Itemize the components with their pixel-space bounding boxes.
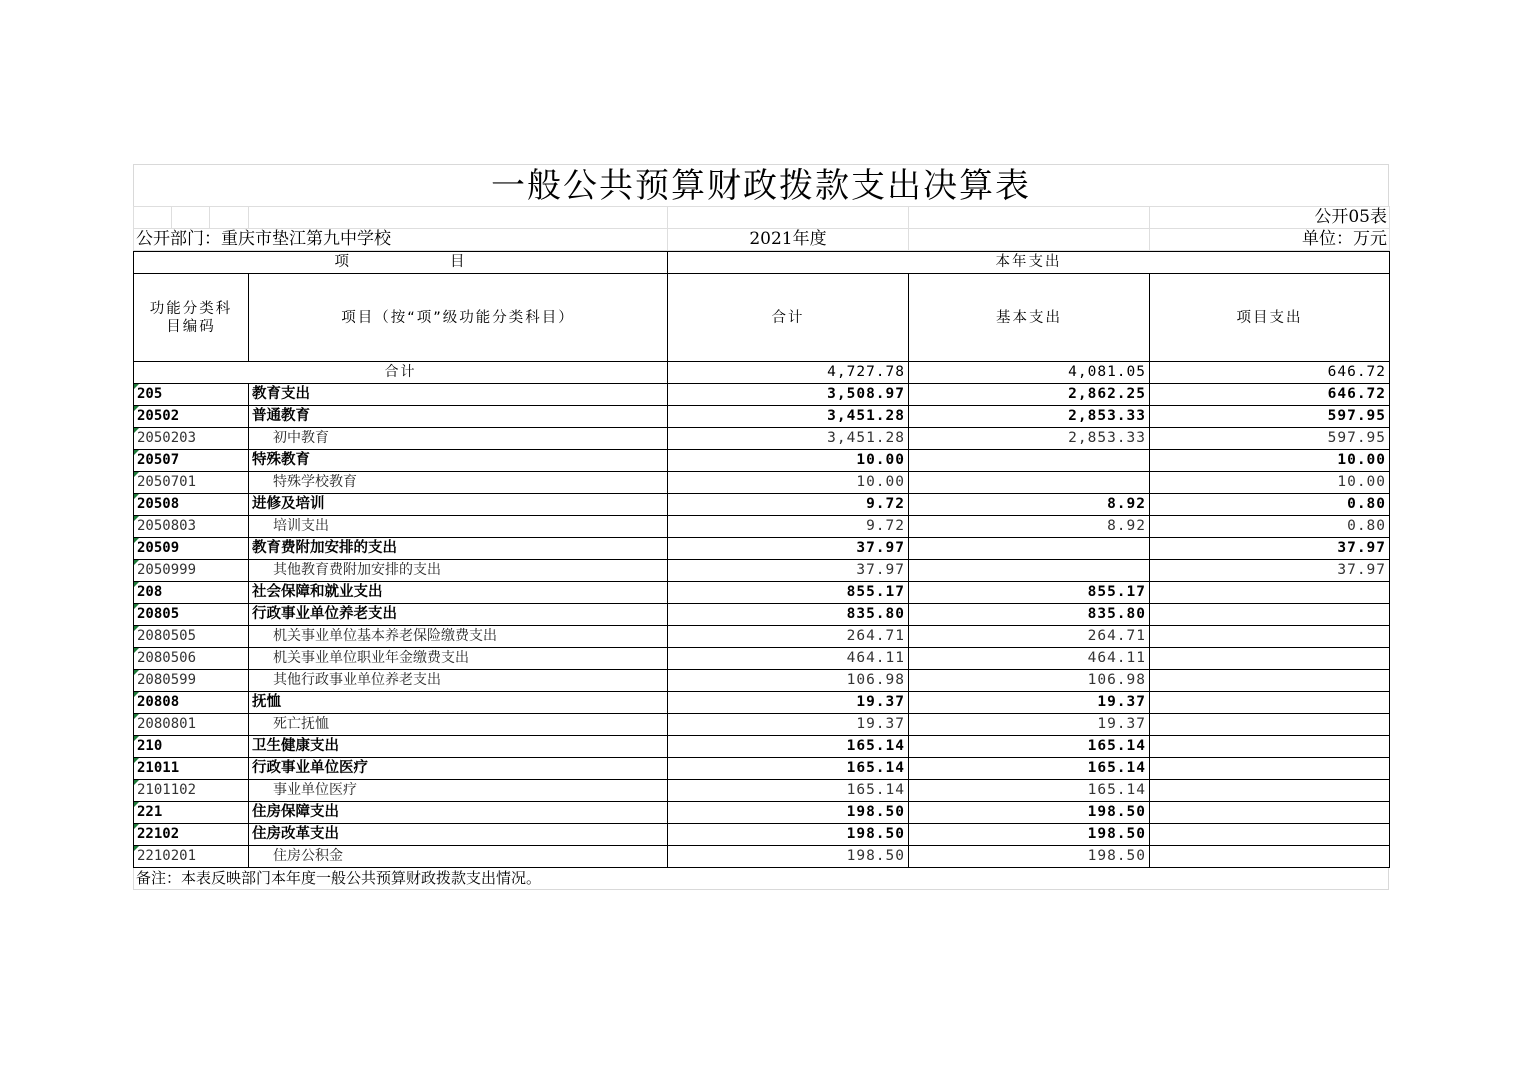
- row-basic: 855.17: [909, 582, 1150, 604]
- row-basic: 165.14: [909, 736, 1150, 758]
- row-basic: 165.14: [909, 780, 1150, 802]
- row-total: 3,508.97: [668, 384, 909, 406]
- row-project: 10.00: [1150, 450, 1390, 472]
- row-project: [1150, 780, 1390, 802]
- budget-sheet: [133, 164, 1389, 890]
- row-project: [1150, 648, 1390, 670]
- row-name: 住房保障支出: [249, 802, 668, 824]
- row-basic: 835.80: [909, 604, 1150, 626]
- row-basic: 106.98: [909, 670, 1150, 692]
- row-project: 646.72: [1150, 384, 1390, 406]
- row-basic: 198.50: [909, 824, 1150, 846]
- row-project: [1150, 582, 1390, 604]
- row-total: 165.14: [668, 736, 909, 758]
- table-row: [134, 450, 1390, 472]
- fiscal-year: 2021年度: [668, 229, 909, 251]
- row-basic: [909, 450, 1150, 472]
- blank-cell: [249, 207, 668, 229]
- row-total: 165.14: [668, 758, 909, 780]
- row-basic: 2,862.25: [909, 384, 1150, 406]
- row-code: 2050999: [134, 560, 249, 582]
- expenditure-table: [133, 251, 1390, 868]
- row-project: [1150, 758, 1390, 780]
- header-current-year: 本年支出: [668, 252, 1390, 274]
- row-project: [1150, 846, 1390, 868]
- table-row: [134, 406, 1390, 428]
- row-basic: 2,853.33: [909, 406, 1150, 428]
- row-total: 165.14: [668, 780, 909, 802]
- total-basic: 4,081.05: [909, 362, 1150, 384]
- row-code: 221: [134, 802, 249, 824]
- table-row: [134, 582, 1390, 604]
- row-total: 10.00: [668, 450, 909, 472]
- row-total: 855.17: [668, 582, 909, 604]
- row-project: [1150, 670, 1390, 692]
- row-total: 106.98: [668, 670, 909, 692]
- row-basic: 8.92: [909, 516, 1150, 538]
- row-name: 卫生健康支出: [249, 736, 668, 758]
- row-name: 机关事业单位基本养老保险缴费支出: [249, 626, 668, 648]
- row-project: [1150, 692, 1390, 714]
- table-row: [134, 692, 1390, 714]
- table-row: [134, 604, 1390, 626]
- row-name: 住房改革支出: [249, 824, 668, 846]
- blank-cell: [909, 207, 1150, 229]
- row-name: 行政事业单位医疗: [249, 758, 668, 780]
- row-code: 2050803: [134, 516, 249, 538]
- table-row: [134, 428, 1390, 450]
- row-name: 其他教育费附加安排的支出: [249, 560, 668, 582]
- row-name: 其他行政事业单位养老支出: [249, 670, 668, 692]
- row-name: 抚恤: [249, 692, 668, 714]
- table-row: [134, 758, 1390, 780]
- row-name: 事业单位医疗: [249, 780, 668, 802]
- row-name: 培训支出: [249, 516, 668, 538]
- row-code: 20507: [134, 450, 249, 472]
- row-total: 264.71: [668, 626, 909, 648]
- row-project: 597.95: [1150, 406, 1390, 428]
- table-row: [134, 648, 1390, 670]
- table-row: [134, 560, 1390, 582]
- row-basic: [909, 472, 1150, 494]
- blank-cell: [134, 207, 172, 229]
- row-code: 2050203: [134, 428, 249, 450]
- row-total: 10.00: [668, 472, 909, 494]
- row-project: [1150, 714, 1390, 736]
- row-project: [1150, 736, 1390, 758]
- row-code: 2101102: [134, 780, 249, 802]
- header-item: 项 目: [134, 252, 668, 274]
- row-basic: 19.37: [909, 692, 1150, 714]
- row-code: 205: [134, 384, 249, 406]
- table-row: [134, 516, 1390, 538]
- row-basic: 198.50: [909, 846, 1150, 868]
- row-project: 0.80: [1150, 494, 1390, 516]
- row-project: [1150, 604, 1390, 626]
- row-total: 37.97: [668, 560, 909, 582]
- row-name: 死亡抚恤: [249, 714, 668, 736]
- row-code: 20508: [134, 494, 249, 516]
- row-code: 2050701: [134, 472, 249, 494]
- table-row: [134, 538, 1390, 560]
- row-basic: 19.37: [909, 714, 1150, 736]
- row-total: 3,451.28: [668, 406, 909, 428]
- row-code: 2080599: [134, 670, 249, 692]
- table-row: [134, 736, 1390, 758]
- department-label: 公开部门：重庆市垫江第九中学校: [134, 229, 668, 251]
- row-total: 37.97: [668, 538, 909, 560]
- row-code: 210: [134, 736, 249, 758]
- blank-cell: [172, 207, 210, 229]
- row-name: 住房公积金: [249, 846, 668, 868]
- table-row: [134, 472, 1390, 494]
- blank-cell: [668, 207, 909, 229]
- blank-cell: [210, 207, 249, 229]
- row-code: 2080505: [134, 626, 249, 648]
- row-code: 20509: [134, 538, 249, 560]
- sheet-title: 一般公共预算财政拨款支出决算表: [133, 164, 1389, 206]
- table-row: [134, 626, 1390, 648]
- table-row: [134, 384, 1390, 406]
- row-code: 208: [134, 582, 249, 604]
- blank-cell: [909, 229, 1150, 251]
- row-code: 21011: [134, 758, 249, 780]
- table-row: [134, 494, 1390, 516]
- row-basic: 464.11: [909, 648, 1150, 670]
- row-name: 特殊教育: [249, 450, 668, 472]
- row-name: 行政事业单位养老支出: [249, 604, 668, 626]
- row-basic: 264.71: [909, 626, 1150, 648]
- table-row: [134, 802, 1390, 824]
- table-row: [134, 670, 1390, 692]
- header-code: 功能分类科目编码: [134, 274, 249, 362]
- row-project: 0.80: [1150, 516, 1390, 538]
- row-code: 20808: [134, 692, 249, 714]
- row-total: 9.72: [668, 494, 909, 516]
- row-total: 9.72: [668, 516, 909, 538]
- row-name: 教育支出: [249, 384, 668, 406]
- row-name: 普通教育: [249, 406, 668, 428]
- row-code: 2080506: [134, 648, 249, 670]
- row-project: 37.97: [1150, 538, 1390, 560]
- row-total: 19.37: [668, 692, 909, 714]
- row-name: 教育费附加安排的支出: [249, 538, 668, 560]
- header-project: 项目支出: [1150, 274, 1390, 362]
- row-basic: 8.92: [909, 494, 1150, 516]
- row-project: [1150, 802, 1390, 824]
- row-name: 特殊学校教育: [249, 472, 668, 494]
- row-total: 3,451.28: [668, 428, 909, 450]
- table-row: [134, 780, 1390, 802]
- row-code: 2080801: [134, 714, 249, 736]
- total-project: 646.72: [1150, 362, 1390, 384]
- total-label: 合计: [134, 362, 668, 384]
- table-number: 公开05表: [1150, 207, 1390, 229]
- row-name: 初中教育: [249, 428, 668, 450]
- row-total: 198.50: [668, 802, 909, 824]
- row-name: 机关事业单位职业年金缴费支出: [249, 648, 668, 670]
- row-name: 进修及培训: [249, 494, 668, 516]
- row-total: 464.11: [668, 648, 909, 670]
- row-basic: [909, 560, 1150, 582]
- unit-label: 单位：万元: [1150, 229, 1390, 251]
- header-total: 合计: [668, 274, 909, 362]
- row-basic: 165.14: [909, 758, 1150, 780]
- row-basic: 2,853.33: [909, 428, 1150, 450]
- row-total: 198.50: [668, 824, 909, 846]
- total-sum: 4,727.78: [668, 362, 909, 384]
- row-project: [1150, 626, 1390, 648]
- footnote: 备注：本表反映部门本年度一般公共预算财政拨款支出情况。: [133, 868, 1389, 890]
- row-code: 20502: [134, 406, 249, 428]
- row-total: 835.80: [668, 604, 909, 626]
- row-total: 198.50: [668, 846, 909, 868]
- table-row: [134, 846, 1390, 868]
- header-name: 项目（按“项”级功能分类科目）: [249, 274, 668, 362]
- row-code: 20805: [134, 604, 249, 626]
- row-project: [1150, 824, 1390, 846]
- row-project: 597.95: [1150, 428, 1390, 450]
- row-code: 22102: [134, 824, 249, 846]
- table-row: [134, 714, 1390, 736]
- row-basic: 198.50: [909, 802, 1150, 824]
- table-body: [134, 384, 1390, 868]
- row-basic: [909, 538, 1150, 560]
- row-total: 19.37: [668, 714, 909, 736]
- meta-table: [133, 206, 1390, 251]
- row-code: 2210201: [134, 846, 249, 868]
- row-project: 10.00: [1150, 472, 1390, 494]
- row-project: 37.97: [1150, 560, 1390, 582]
- row-name: 社会保障和就业支出: [249, 582, 668, 604]
- table-row: [134, 824, 1390, 846]
- header-basic: 基本支出: [909, 274, 1150, 362]
